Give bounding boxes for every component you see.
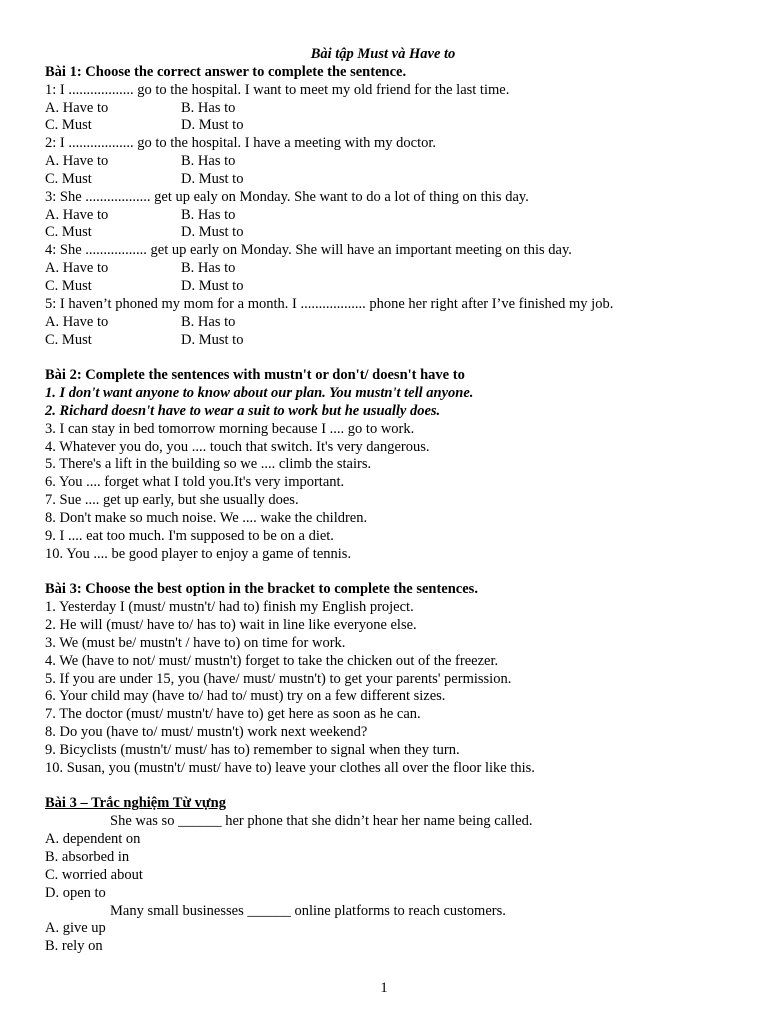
option-c: C. Must — [45, 170, 92, 187]
option-d: D. Must to — [181, 277, 244, 294]
ex1-question-2 — [45, 135, 735, 189]
option-row — [45, 314, 735, 332]
ex2-item-7: 7. Sue .... get up early, but she usually does. — [45, 492, 299, 509]
option-d: D. Must to — [181, 331, 244, 348]
option-row — [45, 153, 735, 171]
option-row — [45, 117, 735, 135]
ex2-example-2: 2. Richard doesn't have to wear a suit to work but he usually does. — [45, 402, 441, 419]
ex2-item-8: 8. Don't make so much noise. We .... wake the children. — [45, 509, 368, 526]
ex2-item-10: 10. You .... be good player to enjoy a game of tennis. — [45, 545, 352, 562]
ex3-item-10: 10. Susan, you (mustn't/ must/ have to) leave your clothes all over the floor like this. — [45, 759, 535, 776]
vocab-question-1-stem: She was so ______ her phone that she didn’t hear her name being called. — [110, 813, 533, 830]
ex2-item-6: 6. You .... forget what I told you.It's very important. — [45, 474, 345, 491]
ex2-item-4: 4. Whatever you do, you .... touch that switch. It's very dangerous. — [45, 438, 430, 455]
ex1-question-3 — [45, 189, 735, 243]
vocab-q1-option-c: C. worried about — [45, 866, 143, 883]
ex3-item-1: 1. Yesterday I (must/ mustn't/ had to) finish my English project. — [45, 599, 414, 616]
option-c: C. Must — [45, 277, 92, 294]
ex1-question-5 — [45, 296, 735, 350]
question-text: 4: She ................. get up early on Monday. She will have an important meeting on this day. — [45, 242, 572, 259]
option-b: B. Has to — [181, 313, 236, 330]
question-text: 2: I .................. go to the hospital. I have a meeting with my doctor. — [45, 135, 437, 152]
option-a: A. Have to — [45, 206, 109, 223]
option-b: B. Has to — [181, 99, 236, 116]
ex1-heading: Bài 1: Choose the correct answer to complete the sentence. — [45, 63, 407, 80]
document-page — [45, 46, 735, 956]
ex3-item-5: 5. If you are under 15, you (have/ must/ mustn't) to get your parents' permission. — [45, 670, 512, 687]
ex1-question-4 — [45, 242, 735, 296]
ex2-item-9: 9. I .... eat too much. I'm supposed to be on a diet. — [45, 527, 334, 544]
option-d: D. Must to — [181, 170, 244, 187]
ex3-item-4: 4. We (have to not/ must/ mustn't) forget to take the chicken out of the freezer. — [45, 652, 499, 669]
ex2-item-5: 5. There's a lift in the building so we .... climb the stairs. — [45, 456, 372, 473]
option-b: B. Has to — [181, 153, 236, 170]
option-c: C. Must — [45, 331, 92, 348]
ex2-heading: Bài 2: Complete the sentences with mustn't or don't/ doesn't have to — [45, 367, 465, 384]
ex2-item-3: 3. I can stay in bed tomorrow morning because I .... go to work. — [45, 420, 415, 437]
vocab-q2-option-b: B. rely on — [45, 938, 103, 955]
ex3-item-9: 9. Bicyclists (mustn't/ must/ has to) remember to signal when they turn. — [45, 741, 460, 758]
option-d: D. Must to — [181, 224, 244, 241]
option-a: A. Have to — [45, 260, 109, 277]
ex2-example-1: 1. I don't want anyone to know about our plan. You mustn't tell anyone. — [45, 385, 474, 402]
question-text: 3: She .................. get up ealy on Monday. She want to do a lot of thing on this day. — [45, 188, 529, 205]
vocab-question-2-stem: Many small businesses ______ online platforms to reach customers. — [110, 902, 506, 919]
question-text: 5: I haven’t phoned my mom for a month. I .................. phone her right after I’ve finished my job. — [45, 295, 614, 312]
ex4-heading: Bài 3 – Trắc nghiệm Từ vựng — [45, 795, 226, 812]
page-title: Bài tập Must và Have to — [310, 46, 456, 62]
option-row — [45, 100, 735, 118]
option-row — [45, 207, 735, 225]
option-row — [45, 332, 735, 350]
ex3-item-6: 6. Your child may (have to/ had to/ must) try on a few different sizes. — [45, 688, 446, 705]
option-row — [45, 224, 735, 242]
option-c: C. Must — [45, 117, 92, 134]
ex3-item-7: 7. The doctor (must/ mustn't/ have to) get here as soon as he can. — [45, 706, 421, 723]
option-row — [45, 171, 735, 189]
vocab-q1-option-d: D. open to — [45, 884, 106, 901]
option-a: A. Have to — [45, 313, 109, 330]
option-c: C. Must — [45, 224, 92, 241]
ex3-item-3: 3. We (must be/ mustn't / have to) on time for work. — [45, 634, 346, 651]
option-a: A. Have to — [45, 153, 109, 170]
page-number: 1 — [380, 980, 388, 996]
ex1-question-1 — [45, 82, 735, 136]
section-spacer — [45, 778, 735, 796]
section-spacer — [45, 349, 735, 367]
ex3-item-8: 8. Do you (have to/ must/ mustn't) work next weekend? — [45, 724, 368, 741]
vocab-q1-option-b: B. absorbed in — [45, 848, 130, 865]
option-row — [45, 260, 735, 278]
option-d: D. Must to — [181, 117, 244, 134]
vocab-q2-option-a: A. give up — [45, 920, 106, 937]
ex3-item-2: 2. He will (must/ have to/ has to) wait in line like everyone else. — [45, 617, 417, 633]
option-b: B. Has to — [181, 206, 236, 223]
ex3-heading: Bài 3: Choose the best option in the bracket to complete the sentences. — [45, 581, 478, 598]
option-b: B. Has to — [181, 260, 236, 277]
question-text: 1: I .................. go to the hospital. I want to meet my old friend for the last time. — [45, 81, 510, 98]
option-row — [45, 278, 735, 296]
option-a: A. Have to — [45, 99, 109, 116]
vocab-q1-option-a: A. dependent on — [45, 831, 141, 848]
section-spacer — [45, 563, 735, 581]
